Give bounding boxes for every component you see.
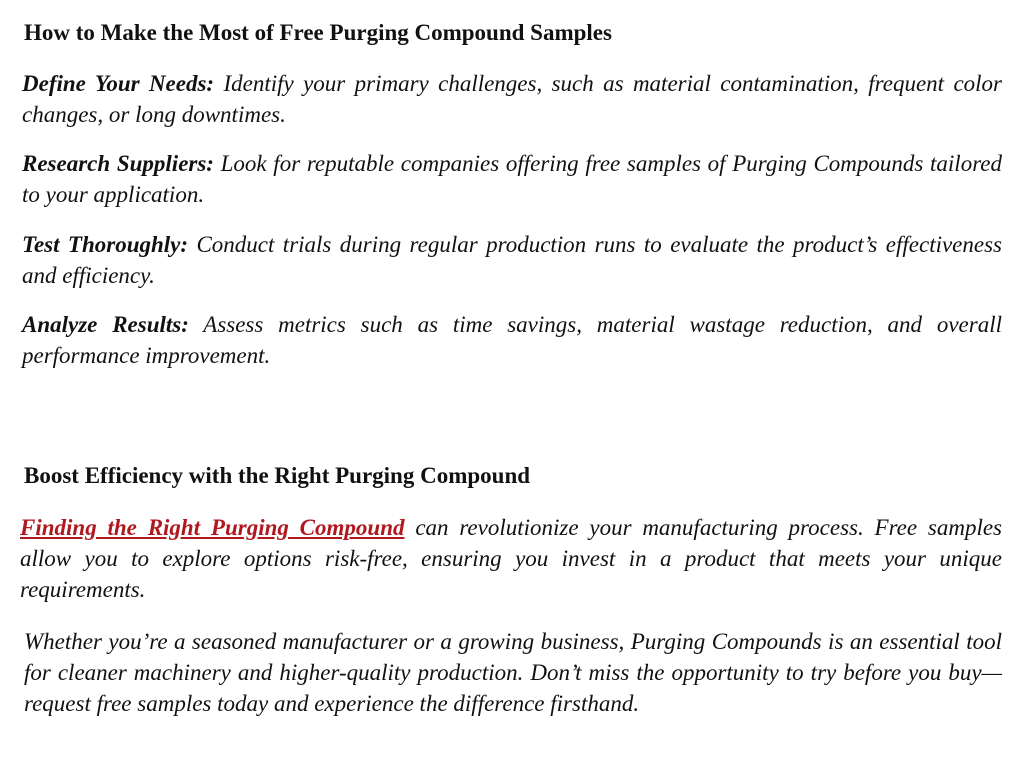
tip-text: Identify your primary challenges, such as material contamination, frequent color changes, or long downtimes. [22, 71, 1002, 127]
section-heading-samples: How to Make the Most of Free Purging Compound Samples [24, 20, 612, 45]
tip-label: Define Your Needs: [22, 71, 215, 96]
purging-compound-link[interactable]: Finding the Right Purging Compound [20, 515, 405, 540]
tip-analyze-results [22, 309, 1002, 371]
tip-text: Assess metrics such as time savings, material wastage reduction, and overall performance improvement. [22, 312, 1002, 368]
tip-label: Research Suppliers: [22, 151, 214, 176]
closing-paragraph: Whether you’re a seasoned manufacturer or a growing business, Purging Compounds is an essential tool for cleaner machinery and higher-quality production. Don’t miss the opportunity to try before you buy—request free samples today and experience the difference firsthand. [24, 629, 1002, 716]
tip-define-needs [22, 68, 1002, 130]
tip-research-suppliers [22, 148, 1002, 210]
section-heading-efficiency: Boost Efficiency with the Right Purging Compound [24, 463, 531, 488]
efficiency-paragraph [20, 512, 1002, 605]
tip-label: Test Thoroughly: [22, 232, 189, 257]
paragraph-text: can revolutionize your manufacturing process. Free samples allow you to explore options risk-free, ensuring you invest in a product that meets your unique requirements. [20, 515, 1002, 602]
tip-test-thoroughly [22, 229, 1002, 291]
tip-text: Conduct trials during regular production runs to evaluate the product’s effectiveness and efficiency. [22, 232, 1003, 288]
tip-text: Look for reputable companies offering free samples of Purging Compounds tailored to your application. [22, 151, 1002, 207]
tip-label: Analyze Results: [22, 312, 189, 337]
